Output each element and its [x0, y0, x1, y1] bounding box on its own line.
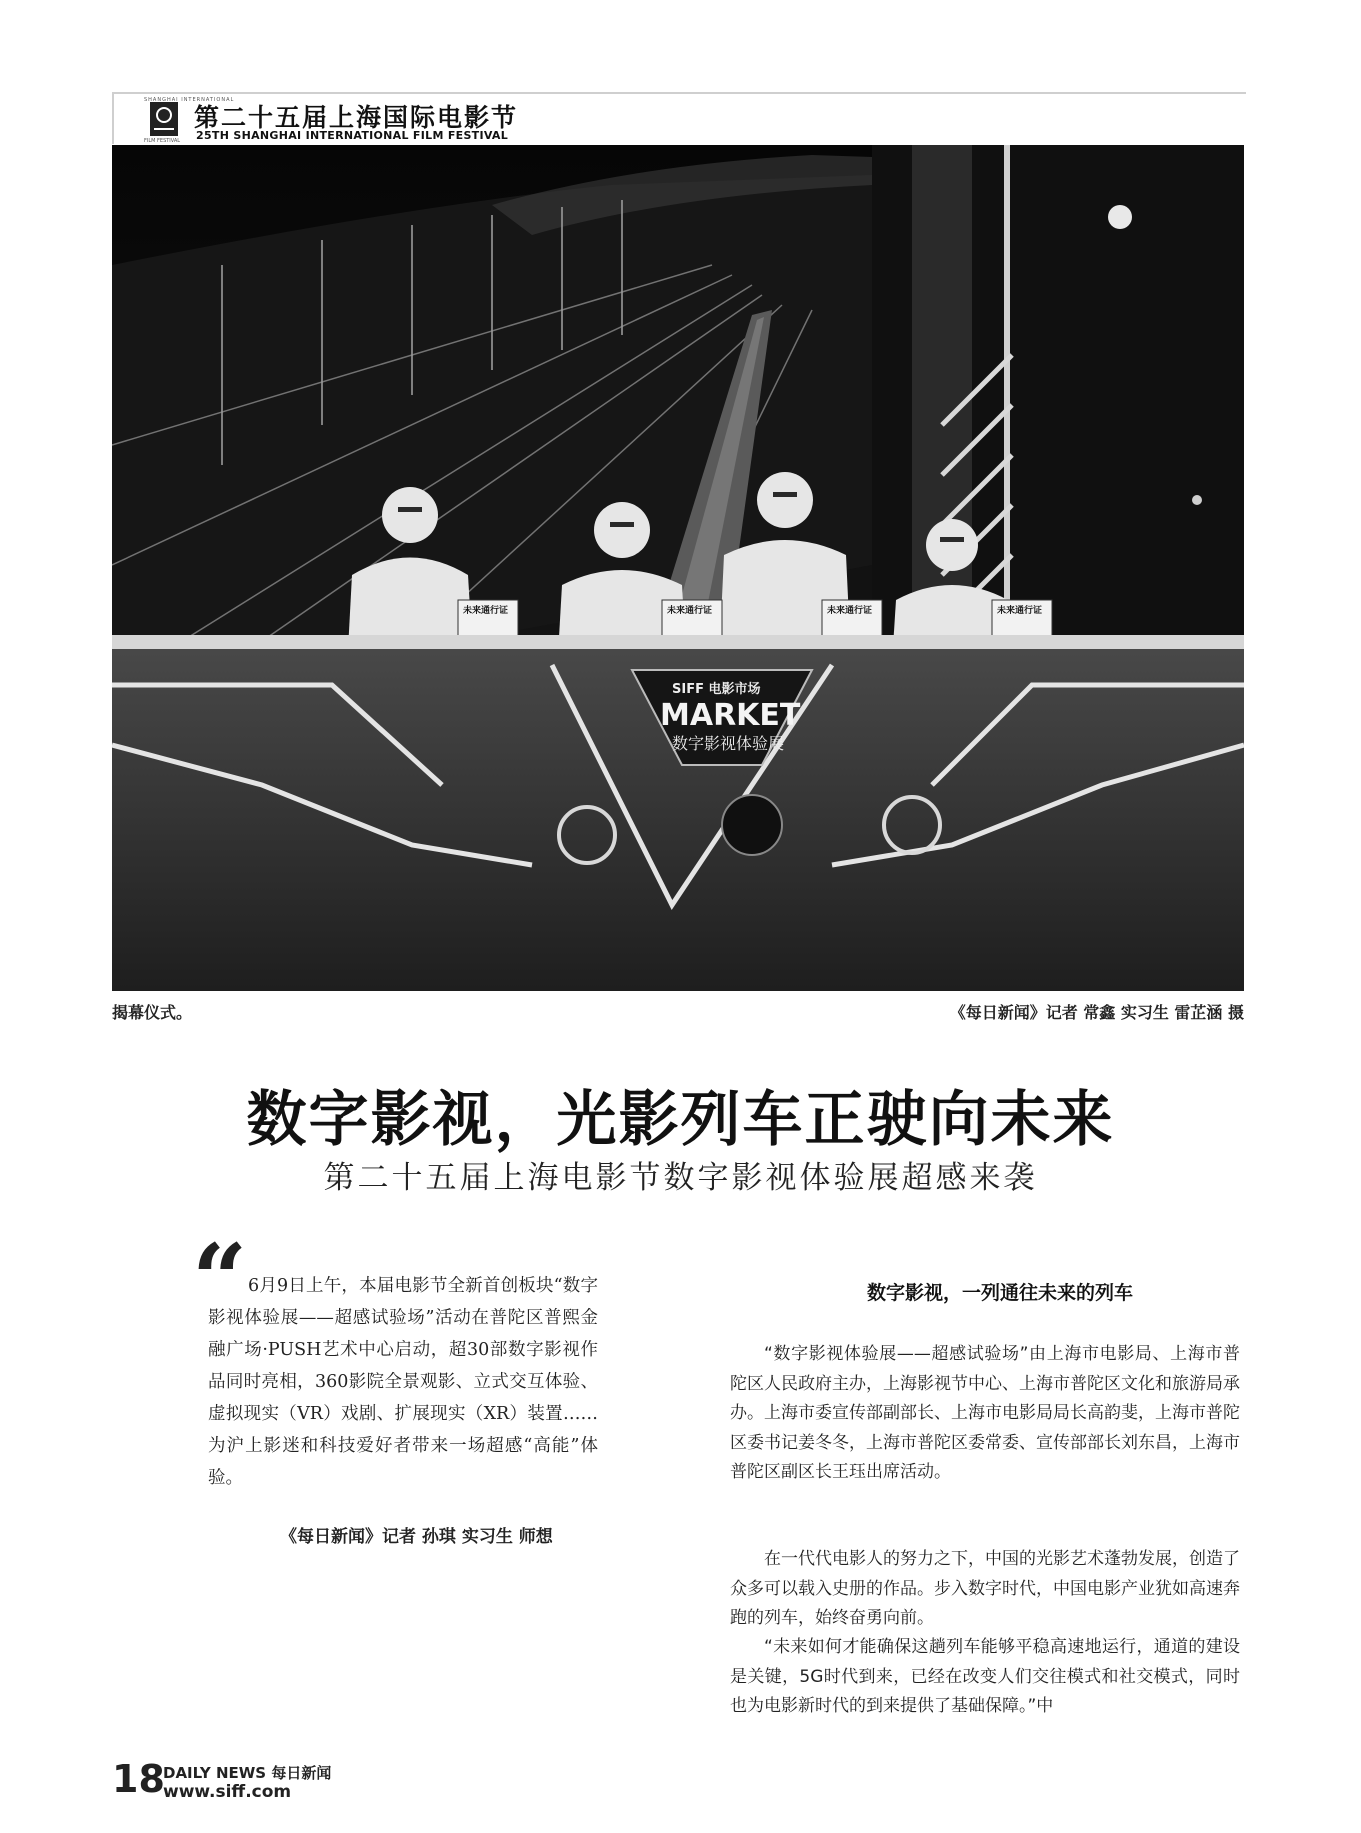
article-paragraph-3: “未来如何才能确保这趟列车能够平稳高速地运行，通道的建设是关键，5G时代到来，已经在改变人们交往模式和社交模式，同时也为电影新时代的到来提供了基础保障。”中	[730, 1637, 1240, 1716]
headline: 数字影视，光影列车正驶向未来	[246, 1085, 1115, 1155]
footer-publication: DAILY NEWS 每日新闻	[163, 1764, 332, 1782]
stage-logo-top: SIFF 电影市场	[672, 682, 761, 697]
lead-byline: 《每日新闻》记者 孙琪 实习生 师想	[280, 1527, 553, 1547]
lead-text: 6月9日上午，本届电影节全新首创板块“数字影视体验展——超感试验场”活动在普陀区普熙金融广场·PUSH艺术中心启动，超30部数字影视作品同时亮相，360影院全景观影、立式交互体验、虚拟现实（VR）戏剧、扩展现实（XR）装置……为沪上影迷和科技爱好者带来一场超感“高能”体验。	[208, 1276, 598, 1488]
article-paragraph-2: 在一代代电影人的努力之下，中国的光影艺术蓬勃发展，创造了众多可以载入史册的作品。步入数字时代，中国电影产业犹如高速奔跑的列车，始终奋勇向前。	[730, 1549, 1240, 1628]
logo-caption: SHANGHAI INTERNATIONAL	[144, 97, 235, 103]
pass-label-4: 未来通行证	[997, 606, 1043, 616]
quote-mark-icon: “	[192, 1223, 248, 1336]
district-emblem-icon	[722, 795, 782, 855]
footer-url[interactable]: www.siff.com	[163, 1782, 292, 1802]
masthead	[112, 92, 1246, 144]
ceremony-photo-illustration	[112, 145, 1244, 991]
pass-label-2: 未来通行证	[667, 606, 713, 616]
section-title: 数字影视，一列通往未来的列车	[866, 1282, 1133, 1304]
stage-logo-main: MARKET	[660, 698, 801, 733]
festival-title-cn: 第二十五届上海国际电影节	[194, 103, 519, 132]
photo-credit: 《每日新闻》记者 常鑫 实习生 雷芷涵 摄	[949, 1003, 1244, 1022]
stage-logo-sub: 数字影视体验展	[672, 734, 785, 753]
subheadline: 第二十五届上海电影节数字影视体验展超感来袭	[323, 1160, 1038, 1196]
ceremony-photo	[112, 145, 1244, 991]
photo-caption: 揭幕仪式。	[112, 1003, 193, 1022]
page-number: 18	[112, 1757, 165, 1801]
pass-label-3: 未来通行证	[827, 606, 873, 616]
festival-title-en: 25TH SHANGHAI INTERNATIONAL FILM FESTIVAL	[196, 129, 509, 142]
lead-paragraph	[208, 1270, 598, 1494]
article-paragraph-1: “数字影视体验展——超感试验场”由上海市电影局、上海市普陀区人民政府主办，上海影视节中心、上海市普陀区文化和旅游局承办。上海市委宣传部副部长、上海市电影局局长高韵斐，上海市普陀区委书记姜冬冬，上海市普陀区委常委、宣传部部长刘东昌，上海市普陀区副区长王珏出席活动。	[730, 1344, 1240, 1482]
pass-label-1: 未来通行证	[463, 606, 509, 616]
festival-logo-icon	[150, 102, 178, 136]
logo-caption-2: FILM FESTIVAL	[144, 138, 181, 144]
